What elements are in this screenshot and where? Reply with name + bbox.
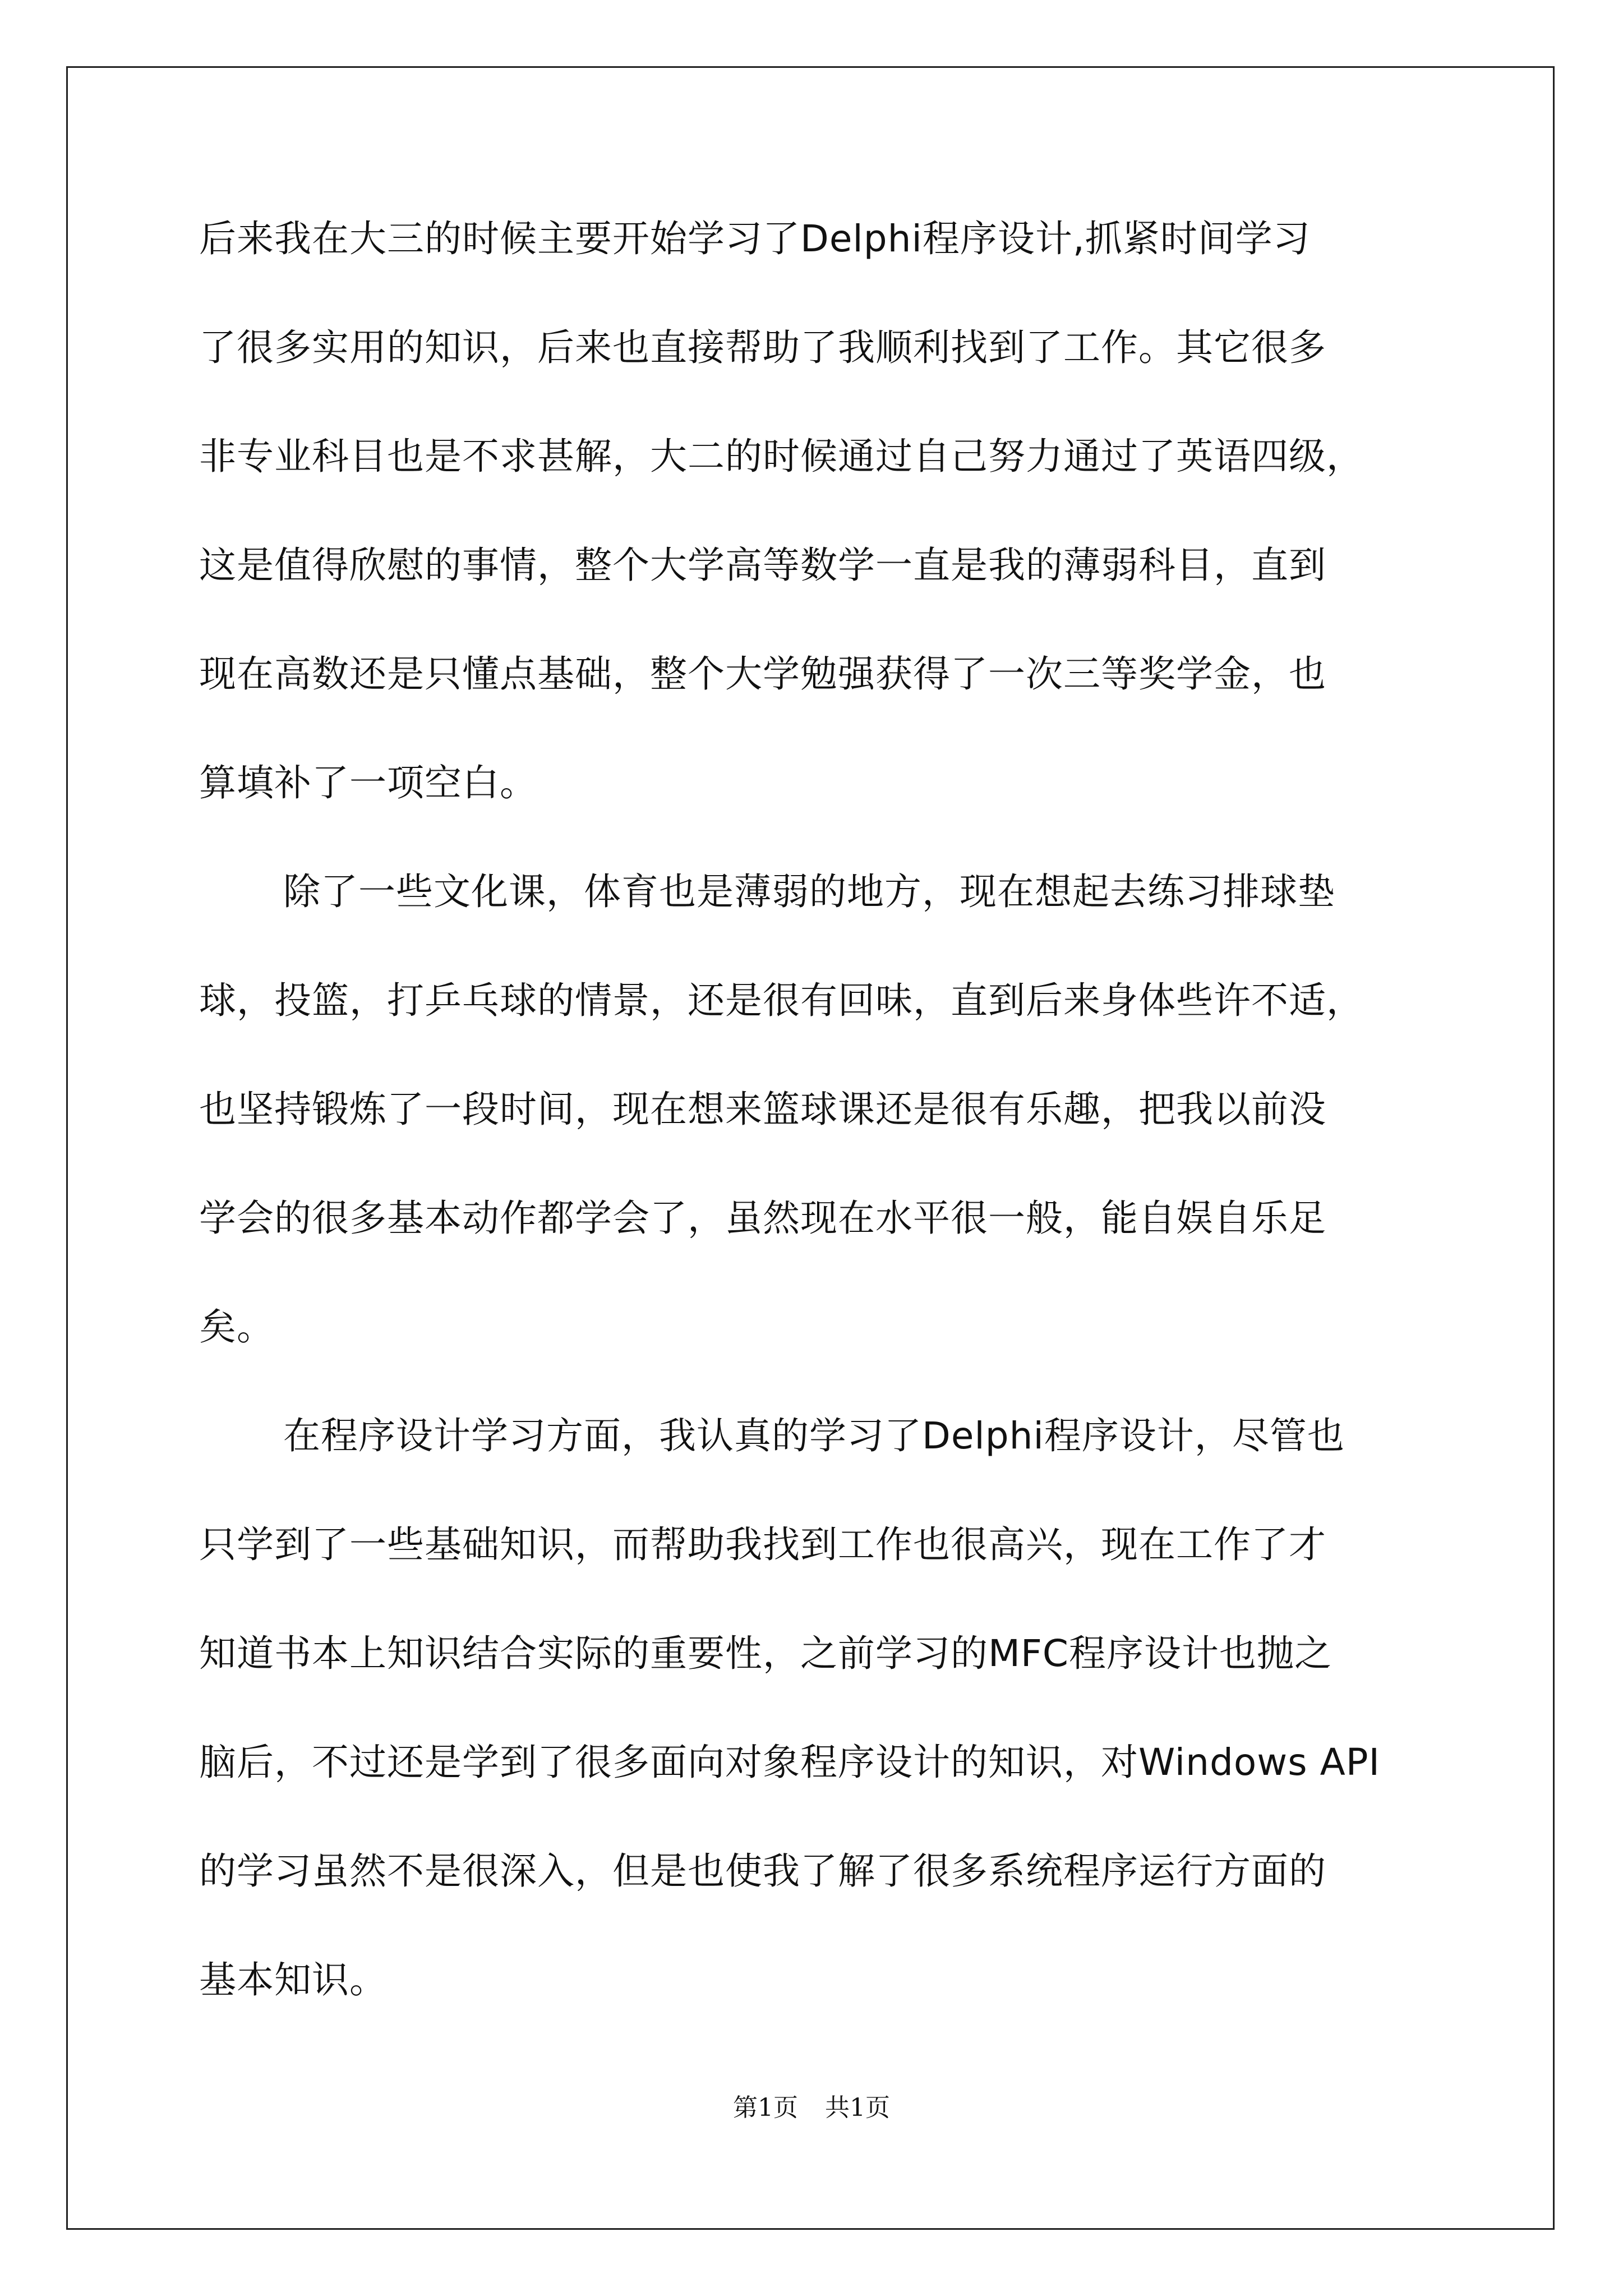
paragraph-line: 在程序设计学习方面，我认真的学习了Delphi程序设计，尽管也 xyxy=(283,1414,1345,1457)
paragraph-line: 了很多实用的知识，后来也直接帮助了我顺利找到了工作。其它很多 xyxy=(199,326,1326,369)
paragraph-line: 后来我在大三的时候主要开始学习了Delphi程序设计,抓紧时间学习 xyxy=(199,217,1311,260)
paragraph-line: 这是值得欣慰的事情，整个大学高等数学一直是我的薄弱科目，直到 xyxy=(199,544,1326,587)
paragraph-line: 矣。 xyxy=(199,1305,274,1349)
paragraph-line: 只学到了一些基础知识，而帮助我找到工作也很高兴，现在工作了才 xyxy=(199,1523,1326,1566)
paragraph-line: 基本知识。 xyxy=(199,1958,387,2001)
paragraph-line: 学会的很多基本动作都学会了，虽然现在水平很一般，能自娱自乐足 xyxy=(199,1197,1326,1240)
paragraph-line: 的学习虽然不是很深入，但是也使我了解了很多系统程序运行方面的 xyxy=(199,1849,1326,1893)
paragraph-line: 球，投篮，打乒乓球的情景，还是很有回味，直到后来身体些许不适， xyxy=(199,979,1364,1022)
paragraph-line: 也坚持锻炼了一段时间，现在想来篮球课还是很有乐趣，把我以前没 xyxy=(199,1088,1326,1131)
paragraph-line: 脑后，不过还是学到了很多面向对象程序设计的知识，对Windows API xyxy=(199,1741,1381,1784)
page-number: 第1页 xyxy=(733,2093,798,2122)
paragraph-line: 现在高数还是只懂点基础，整个大学勉强获得了一次三等奖学金，也 xyxy=(199,652,1326,696)
page-border xyxy=(66,66,1555,2230)
paragraph-line: 除了一些文化课，体育也是薄弱的地方，现在想起去练习排球垫 xyxy=(283,870,1335,913)
paragraph-line: 算填补了一项空白。 xyxy=(199,761,537,804)
page-total: 共1页 xyxy=(825,2093,890,2122)
paragraph-line: 非专业科目也是不求甚解，大二的时候通过自己努力通过了英语四级， xyxy=(199,435,1364,478)
paragraph-line: 知道书本上知识结合实际的重要性，之前学习的MFC程序设计也抛之 xyxy=(199,1632,1332,1675)
page-footer xyxy=(0,2091,1623,2125)
